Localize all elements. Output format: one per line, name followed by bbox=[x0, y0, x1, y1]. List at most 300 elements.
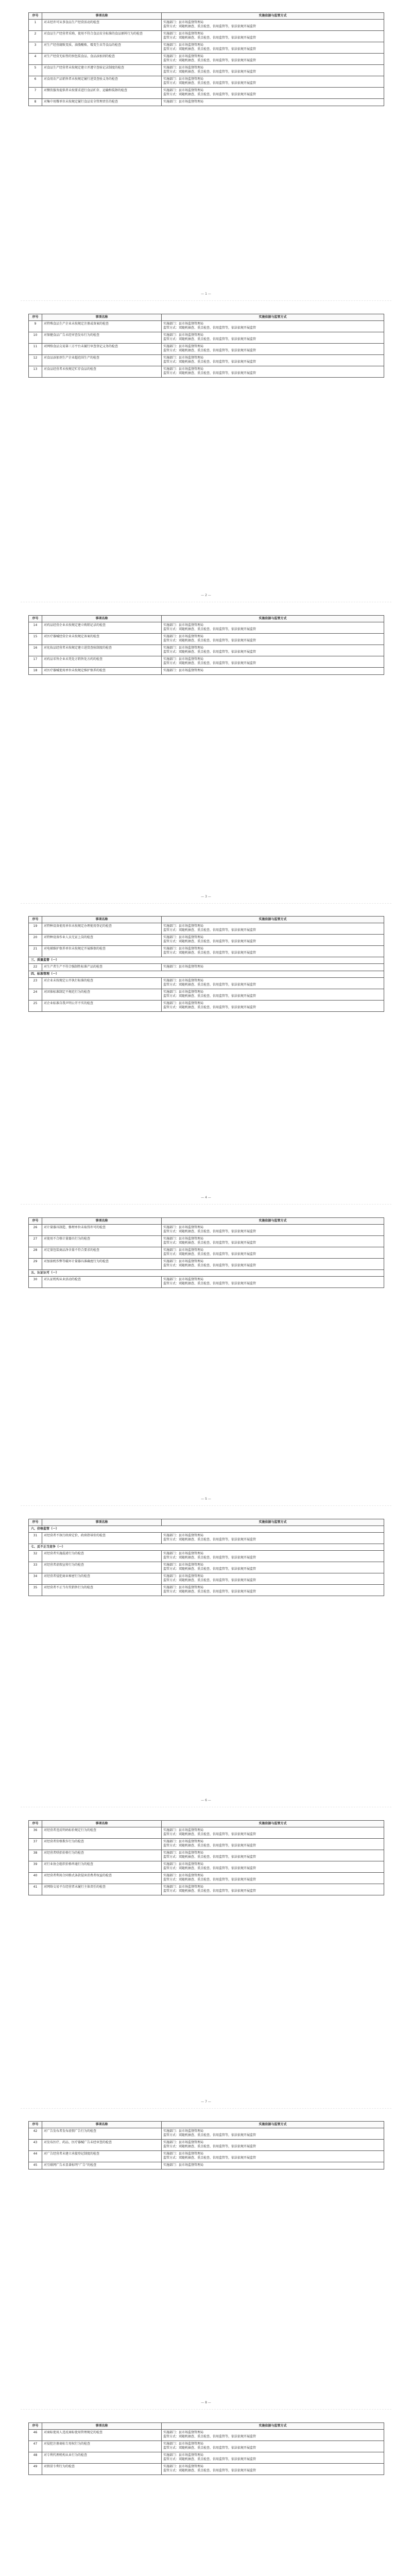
page-number: — 3 — bbox=[201, 895, 211, 899]
row-number: 2 bbox=[29, 31, 42, 42]
regulation-table bbox=[28, 615, 384, 675]
row-number: 47 bbox=[29, 2441, 42, 2452]
row-item-name: 对侵犯注册商标专用权行为的检查 bbox=[42, 2441, 162, 2452]
row-number: 19 bbox=[29, 923, 42, 935]
page-separator bbox=[21, 2409, 391, 2410]
table-row bbox=[29, 668, 384, 675]
basis-department: 实施部门：县市场监督管理局 bbox=[163, 43, 204, 47]
row-basis bbox=[162, 2140, 384, 2151]
basis-method: 监管方式：双随机抽查、重点检查、信用监管等，依法依规开展监管 bbox=[163, 2145, 256, 2148]
row-number: 30 bbox=[29, 1277, 42, 1288]
basis-method: 监管方式：双随机抽查、重点检查、信用监管等，依法依规开展监管 bbox=[163, 59, 256, 62]
header-basis: 实施依据与监管方式 bbox=[162, 616, 384, 622]
row-item-name: 对使用不合格计量器具行为的检查 bbox=[42, 1236, 162, 1247]
table-row bbox=[29, 946, 384, 957]
row-basis bbox=[162, 668, 384, 675]
row-number: 45 bbox=[29, 2162, 42, 2170]
table-row bbox=[29, 2452, 384, 2464]
basis-department: 实施部门：县市场监督管理局 bbox=[163, 2453, 204, 2457]
row-basis bbox=[162, 1277, 384, 1288]
basis-method: 监管方式：双随机抽查、重点检查、信用监管等，依法依规开展监管 bbox=[163, 951, 256, 955]
row-number: 12 bbox=[29, 355, 42, 366]
header-name: 事项名称 bbox=[42, 917, 162, 923]
row-item-name: 对定量包装商品净含量不符合要求的检查 bbox=[42, 1247, 162, 1259]
row-item-name: 对电梯维护保养单位未按规定开展维保的检查 bbox=[42, 946, 162, 957]
table-row bbox=[29, 88, 384, 99]
doc-page bbox=[0, 1808, 412, 2109]
doc-page bbox=[0, 2410, 412, 2576]
basis-method: 监管方式：双随机抽查、重点检查、信用监管等，依法依规开展监管 bbox=[163, 1006, 256, 1009]
basis-method: 监管方式：双随机抽查、重点检查、信用监管等，依法依规开展监管 bbox=[163, 2458, 256, 2461]
regulation-table bbox=[28, 314, 384, 378]
header-basis: 实施依据与监管方式 bbox=[162, 1519, 384, 1526]
row-number: 42 bbox=[29, 2128, 42, 2140]
row-item-name: 对网络食品交易第三方平台未履行审查登记义务的检查 bbox=[42, 344, 162, 355]
row-basis bbox=[162, 1827, 384, 1839]
row-item-name: 对保健食品广告未经审查发布行为的检查 bbox=[42, 332, 162, 344]
row-item-name: 对经营者利用合同格式条款侵害消费者权益的检查 bbox=[42, 1873, 162, 1884]
row-number: 11 bbox=[29, 344, 42, 355]
row-item-name: 对专利代理机构从业行为的检查 bbox=[42, 2452, 162, 2464]
row-item-name: 对特种设备作业人员无证上岗的检查 bbox=[42, 935, 162, 946]
row-number: 8 bbox=[29, 99, 42, 106]
basis-department: 实施部门：县市场监督管理局 bbox=[163, 936, 204, 939]
table-row bbox=[29, 1277, 384, 1288]
table-row bbox=[29, 1827, 384, 1839]
row-item-name: 对未经许可从事食品生产经营活动的检查 bbox=[42, 20, 162, 31]
basis-method: 监管方式：双随机抽查、重点检查、信用监管等，依法依规开展监管 bbox=[163, 1590, 256, 1594]
basis-department: 实施部门：县市场监督管理局 bbox=[163, 66, 204, 70]
basis-method: 监管方式：双随机抽查、重点检查、信用监管等，依法依规开展监管 bbox=[163, 1889, 256, 1893]
row-number: 1 bbox=[29, 20, 42, 31]
row-item-name: 对经营者实施混淆行为的检查 bbox=[42, 1551, 162, 1562]
table-header-row bbox=[29, 917, 384, 923]
table-row bbox=[29, 332, 384, 344]
table-row bbox=[29, 355, 384, 366]
row-number: 7 bbox=[29, 88, 42, 99]
table-row bbox=[29, 634, 384, 645]
basis-method: 监管方式：双随机抽查、重点检查、信用监管等，依法依规开展监管 bbox=[163, 1230, 256, 1233]
row-basis bbox=[162, 622, 384, 634]
row-basis bbox=[162, 1551, 384, 1562]
basis-method: 监管方式：双随机抽查、重点检查、信用监管等，依法依规开展监管 bbox=[163, 1855, 256, 1859]
basis-department: 实施部门：县市场监督管理局 bbox=[163, 2465, 204, 2468]
row-number: 37 bbox=[29, 1839, 42, 1850]
table-row bbox=[29, 1839, 384, 1850]
table-row bbox=[29, 42, 384, 54]
row-item-name: 对药品经营企业未按规定建立购销记录的检查 bbox=[42, 622, 162, 634]
basis-method: 监管方式：双随机抽查、重点检查、信用监管等，依法依规开展监管 bbox=[163, 1878, 256, 1882]
row-number: 28 bbox=[29, 1247, 42, 1259]
row-number: 34 bbox=[29, 1573, 42, 1585]
table-row bbox=[29, 76, 384, 88]
row-item-name: 对经营者价格欺诈行为的检查 bbox=[42, 1839, 162, 1850]
table-row bbox=[29, 656, 384, 668]
basis-department: 实施部门：县市场监督管理局 bbox=[163, 1278, 204, 1281]
row-basis bbox=[162, 1873, 384, 1884]
row-basis bbox=[162, 1850, 384, 1861]
basis-method: 监管方式：双随机抽查、重点检查、信用监管等，依法依规开展监管 bbox=[163, 2469, 256, 2472]
row-item-name: 对经营者违反明码标价规定行为的检查 bbox=[42, 1827, 162, 1839]
row-number: 26 bbox=[29, 1225, 42, 1236]
basis-department: 实施部门：县市场监督管理局 bbox=[163, 100, 204, 104]
row-item-name: 对食用农产品销售者未按规定履行进货查验义务的检查 bbox=[42, 76, 162, 88]
row-basis bbox=[162, 332, 384, 344]
basis-department: 实施部门：县市场监督管理局 bbox=[163, 21, 204, 24]
table-row bbox=[29, 344, 384, 355]
basis-method: 监管方式：双随机抽查、重点检查、信用监管等，依法依规开展监管 bbox=[163, 639, 256, 642]
header-name: 事项名称 bbox=[42, 1218, 162, 1225]
basis-method: 监管方式：双随机抽查、重点检查、信用监管等，依法依规开展监管 bbox=[163, 2133, 256, 2137]
basis-department: 实施部门：县市场监督管理局 bbox=[163, 1002, 204, 1005]
basis-method: 监管方式：双随机抽查、重点检查、信用监管等，依法依规开展监管 bbox=[163, 650, 256, 654]
basis-department: 实施部门：县市场监督管理局 bbox=[163, 55, 204, 58]
section-row bbox=[29, 1544, 384, 1551]
section-title: 七、反不正当竞争（一） bbox=[29, 1544, 384, 1551]
basis-department: 实施部门：县市场监督管理局 bbox=[163, 1574, 204, 1578]
section-row bbox=[29, 1270, 384, 1277]
page-separator bbox=[21, 1204, 391, 1205]
doc-page bbox=[0, 904, 412, 1205]
basis-method: 监管方式：双随机抽查、重点检查、信用监管等，依法依规开展监管 bbox=[163, 1538, 256, 1541]
page-number: — 7 — bbox=[201, 2100, 211, 2104]
row-number: 38 bbox=[29, 1850, 42, 1861]
row-number: 4 bbox=[29, 54, 42, 65]
page-number: — 1 — bbox=[201, 292, 211, 296]
row-number: 6 bbox=[29, 76, 42, 88]
basis-department: 实施部门：县市场监督管理局 bbox=[163, 1237, 204, 1241]
row-item-name: 对医疗器械经营企业未按规定备案的检查 bbox=[42, 634, 162, 645]
basis-method: 监管方式：双随机抽查、重点检查、信用监管等，依法依规开展监管 bbox=[163, 940, 256, 943]
row-basis bbox=[162, 989, 384, 1001]
page-separator bbox=[21, 1505, 391, 1506]
basis-department: 实施部门：县市场监督管理局 bbox=[163, 1552, 204, 1555]
basis-department: 实施部门：县市场监督管理局 bbox=[163, 1828, 204, 1832]
row-number: 16 bbox=[29, 645, 42, 656]
row-number: 48 bbox=[29, 2452, 42, 2464]
section-row bbox=[29, 957, 384, 964]
header-no: 序号 bbox=[29, 917, 42, 923]
table-row bbox=[29, 1873, 384, 1884]
table-row bbox=[29, 923, 384, 935]
row-basis bbox=[162, 1861, 384, 1873]
row-basis bbox=[162, 645, 384, 656]
basis-department: 实施部门：县市场监督管理局 bbox=[163, 2431, 204, 2434]
basis-department: 实施部门：县市场监督管理局 bbox=[163, 2442, 204, 2446]
row-item-name: 对食品添加剂生产企业超范围生产的检查 bbox=[42, 355, 162, 366]
table-row bbox=[29, 1259, 384, 1270]
table-row bbox=[29, 1850, 384, 1861]
page-number: — 8 — bbox=[201, 2401, 211, 2404]
table-row bbox=[29, 2140, 384, 2151]
row-item-name: 对广告经营者未建立承接登记制度的检查 bbox=[42, 2151, 162, 2162]
basis-department: 实施部门：县市场监督管理局 bbox=[163, 2152, 204, 2156]
row-item-name: 对经营者侵犯商业秘密行为的检查 bbox=[42, 1573, 162, 1585]
header-no: 序号 bbox=[29, 616, 42, 622]
header-no: 序号 bbox=[29, 1218, 42, 1225]
basis-method: 监管方式：双随机抽查、重点检查、信用监管等，依法依规开展监管 bbox=[163, 371, 256, 375]
row-number: 41 bbox=[29, 1884, 42, 1895]
basis-department: 实施部门：县市场监督管理局 bbox=[163, 1563, 204, 1567]
basis-department: 实施部门：县市场监督管理局 bbox=[163, 1248, 204, 1252]
row-item-name: 对行业协会组织价格串通行为的检查 bbox=[42, 1861, 162, 1873]
row-number: 33 bbox=[29, 1562, 42, 1573]
row-item-name: 对集中用餐单位未按规定履行食品安全管理责任的检查 bbox=[42, 99, 162, 106]
section-title: 五、认证认可（一） bbox=[29, 1270, 384, 1277]
row-item-name: 对餐饮服务提供者未按要求进行食品贮存、运输和装卸的检查 bbox=[42, 88, 162, 99]
table-row bbox=[29, 1585, 384, 1596]
table-row bbox=[29, 2128, 384, 2140]
row-number: 49 bbox=[29, 2464, 42, 2475]
table-header-row bbox=[29, 616, 384, 622]
section-title: 六、价格监管（一） bbox=[29, 1526, 384, 1533]
row-basis bbox=[162, 99, 384, 106]
row-basis bbox=[162, 634, 384, 645]
row-number: 17 bbox=[29, 656, 42, 668]
row-basis bbox=[162, 344, 384, 355]
row-item-name: 对企业标准自我声明公开不实的检查 bbox=[42, 1001, 162, 1012]
basis-method: 监管方式：双随机抽查、重点检查、信用监管等，依法依规开展监管 bbox=[163, 2435, 256, 2438]
row-number: 35 bbox=[29, 1585, 42, 1596]
regulation-table bbox=[28, 2121, 384, 2170]
header-no: 序号 bbox=[29, 1519, 42, 1526]
table-row bbox=[29, 1001, 384, 1012]
table-row bbox=[29, 366, 384, 378]
row-basis bbox=[162, 1225, 384, 1236]
basis-department: 实施部门：县市场监督管理局 bbox=[163, 1840, 204, 1843]
row-item-name: 对经营者不执行政府定价、政府指导价的检查 bbox=[42, 1533, 162, 1544]
row-basis bbox=[162, 321, 384, 332]
regulation-table bbox=[28, 12, 384, 106]
table-row bbox=[29, 1551, 384, 1562]
row-basis bbox=[162, 2162, 384, 2170]
row-number: 27 bbox=[29, 1236, 42, 1247]
basis-method: 监管方式：双随机抽查、重点检查、信用监管等，依法依规开展监管 bbox=[163, 983, 256, 987]
basis-method: 监管方式：双随机抽查、重点检查、信用监管等，依法依规开展监管 bbox=[163, 337, 256, 341]
basis-department: 实施部门：县市场监督管理局 bbox=[163, 1534, 204, 1537]
row-item-name: 对经营者哄抬价格行为的检查 bbox=[42, 1850, 162, 1861]
row-basis bbox=[162, 1236, 384, 1247]
row-item-name: 对生产经营腐败变质、油脂酸败、霉变生虫等食品的检查 bbox=[42, 42, 162, 54]
regulation-table bbox=[28, 1519, 384, 1596]
row-item-name: 对经营者虚假宣传行为的检查 bbox=[42, 1562, 162, 1573]
table-row bbox=[29, 1861, 384, 1873]
header-name: 事项名称 bbox=[42, 1519, 162, 1526]
row-item-name: 对互联网广告未显著标明“广告”的检查 bbox=[42, 2162, 162, 2170]
row-basis bbox=[162, 978, 384, 989]
row-number: 15 bbox=[29, 634, 42, 645]
page-number: — 4 — bbox=[201, 1196, 211, 1199]
row-basis bbox=[162, 964, 384, 971]
basis-method: 监管方式：双随机抽查、重点检查、信用监管等，依法依规开展监管 bbox=[163, 81, 256, 85]
basis-method: 监管方式：双随机抽查、重点检查、信用监管等，依法依规开展监管 bbox=[163, 1833, 256, 1836]
basis-method: 监管方式：双随机抽查、重点检查、信用监管等，依法依规开展监管 bbox=[163, 1844, 256, 1848]
row-item-name: 对食品生产经营者未按规定建立并遵守查验记录制度的检查 bbox=[42, 65, 162, 76]
basis-department: 实施部门：县市场监督管理局 bbox=[163, 356, 204, 360]
table-row bbox=[29, 31, 384, 42]
table-header-row bbox=[29, 1218, 384, 1225]
table-header-row bbox=[29, 2122, 384, 2128]
row-item-name: 对团体标准制定不规范行为的检查 bbox=[42, 989, 162, 1001]
row-basis bbox=[162, 20, 384, 31]
header-no: 序号 bbox=[29, 13, 42, 20]
row-item-name: 对药品零售企业未凭处方销售处方药的检查 bbox=[42, 656, 162, 668]
header-no: 序号 bbox=[29, 2423, 42, 2430]
row-number: 44 bbox=[29, 2151, 42, 2162]
row-number: 9 bbox=[29, 321, 42, 332]
regulation-table bbox=[28, 1820, 384, 1895]
header-name: 事项名称 bbox=[42, 2122, 162, 2128]
header-basis: 实施依据与监管方式 bbox=[162, 314, 384, 321]
table-row bbox=[29, 2430, 384, 2441]
regulation-table bbox=[28, 1217, 384, 1288]
row-basis bbox=[162, 923, 384, 935]
row-item-name: 对计量器具制造、修理单位未取得许可的检查 bbox=[42, 1225, 162, 1236]
regulation-table bbox=[28, 2422, 384, 2475]
header-basis: 实施依据与监管方式 bbox=[162, 2122, 384, 2128]
header-basis: 实施依据与监管方式 bbox=[162, 2423, 384, 2430]
row-item-name: 对广告发布者发布虚假广告行为的检查 bbox=[42, 2128, 162, 2140]
basis-method: 监管方式：双随机抽查、重点检查、信用监管等，依法依规开展监管 bbox=[163, 1252, 256, 1256]
basis-department: 实施部门：县市场监督管理局 bbox=[163, 623, 204, 627]
table-header-row bbox=[29, 13, 384, 20]
basis-department: 实施部门：县市场监督管理局 bbox=[163, 1226, 204, 1229]
basis-department: 实施部门：县市场监督管理局 bbox=[163, 965, 204, 969]
basis-department: 实施部门：县市场监督管理局 bbox=[163, 367, 204, 371]
doc-page bbox=[0, 0, 412, 301]
basis-department: 实施部门：县市场监督管理局 bbox=[163, 333, 204, 337]
table-row bbox=[29, 99, 384, 106]
row-item-name: 对网络交易平台经营者未履行主体责任的检查 bbox=[42, 1884, 162, 1895]
row-item-name: 对加油机作弊等破坏计量器具准确度行为的检查 bbox=[42, 1259, 162, 1270]
doc-page bbox=[0, 301, 412, 603]
basis-department: 实施部门：县市场监督管理局 bbox=[163, 2141, 204, 2144]
page-number: — 2 — bbox=[201, 594, 211, 597]
basis-department: 实施部门：县市场监督管理局 bbox=[163, 1851, 204, 1855]
row-basis bbox=[162, 656, 384, 668]
table-row bbox=[29, 964, 384, 971]
table-row bbox=[29, 989, 384, 1001]
basis-department: 实施部门：县市场监督管理局 bbox=[163, 924, 204, 928]
table-row bbox=[29, 645, 384, 656]
basis-department: 实施部门：县市场监督管理局 bbox=[163, 1586, 204, 1589]
row-item-name: 对商标使用人违反商标使用管理规定的检查 bbox=[42, 2430, 162, 2441]
basis-department: 实施部门：县市场监督管理局 bbox=[163, 322, 204, 326]
basis-method: 监管方式：双随机抽查、重点检查、信用监管等，依法依规开展监管 bbox=[163, 70, 256, 74]
table-row bbox=[29, 622, 384, 634]
table-header-row bbox=[29, 314, 384, 321]
table-row bbox=[29, 65, 384, 76]
doc-page bbox=[0, 1205, 412, 1506]
row-basis bbox=[162, 1001, 384, 1012]
doc-page bbox=[0, 603, 412, 904]
row-basis bbox=[162, 88, 384, 99]
row-basis bbox=[162, 946, 384, 957]
row-number: 21 bbox=[29, 946, 42, 957]
table-row bbox=[29, 2151, 384, 2162]
basis-department: 实施部门：县市场监督管理局 bbox=[163, 635, 204, 638]
row-number: 24 bbox=[29, 989, 42, 1001]
table-row bbox=[29, 978, 384, 989]
basis-department: 实施部门：县市场监督管理局 bbox=[163, 646, 204, 650]
row-item-name: 对医疗器械使用单位未按规定维护保养的检查 bbox=[42, 668, 162, 675]
doc-page bbox=[0, 1506, 412, 1808]
table-row bbox=[29, 935, 384, 946]
basis-method: 监管方式：双随机抽查、重点检查、信用监管等，依法依规开展监管 bbox=[163, 93, 256, 96]
basis-method: 监管方式：双随机抽查、重点检查、信用监管等，依法依规开展监管 bbox=[163, 1867, 256, 1870]
table-row bbox=[29, 2464, 384, 2475]
table-row bbox=[29, 1884, 384, 1895]
row-item-name: 对生产经营无标签的预包装食品、食品添加剂的检查 bbox=[42, 54, 162, 65]
row-basis bbox=[162, 355, 384, 366]
row-number: 25 bbox=[29, 1001, 42, 1012]
header-basis: 实施依据与监管方式 bbox=[162, 1218, 384, 1225]
basis-department: 实施部门：县市场监督管理局 bbox=[163, 32, 204, 36]
row-number: 3 bbox=[29, 42, 42, 54]
basis-department: 实施部门：县市场监督管理局 bbox=[163, 89, 204, 92]
basis-method: 监管方式：双随机抽查、重点检查、信用监管等，依法依规开展监管 bbox=[163, 2156, 256, 2160]
row-number: 39 bbox=[29, 1861, 42, 1873]
basis-department: 实施部门：县市场监督管理局 bbox=[163, 979, 204, 982]
row-item-name: 对生产者生产不符合强制性标准产品的检查 bbox=[42, 964, 162, 971]
table-row bbox=[29, 54, 384, 65]
header-name: 事项名称 bbox=[42, 13, 162, 20]
basis-method: 监管方式：双随机抽查、重点检查、信用监管等，依法依规开展监管 bbox=[163, 349, 256, 352]
row-number: 14 bbox=[29, 622, 42, 634]
row-item-name: 对化妆品经营者未按规定建立进货查验制度的检查 bbox=[42, 645, 162, 656]
header-name: 事项名称 bbox=[42, 2423, 162, 2430]
basis-method: 监管方式：双随机抽查、重点检查、信用监管等，依法依规开展监管 bbox=[163, 36, 256, 40]
row-basis bbox=[162, 1839, 384, 1850]
page-number: — 5 — bbox=[201, 1497, 211, 1501]
row-basis bbox=[162, 1884, 384, 1895]
row-number: 5 bbox=[29, 65, 42, 76]
basis-department: 实施部门：县市场监督管理局 bbox=[163, 669, 204, 672]
row-basis bbox=[162, 1247, 384, 1259]
table-row bbox=[29, 1573, 384, 1585]
row-basis bbox=[162, 2441, 384, 2452]
row-basis bbox=[162, 42, 384, 54]
header-name: 事项名称 bbox=[42, 1821, 162, 1827]
header-basis: 实施依据与监管方式 bbox=[162, 13, 384, 20]
basis-method: 监管方式：双随机抽查、重点检查、信用监管等，依法依规开展监管 bbox=[163, 47, 256, 51]
table-row bbox=[29, 2441, 384, 2452]
row-basis bbox=[162, 2464, 384, 2475]
basis-department: 实施部门：县市场监督管理局 bbox=[163, 657, 204, 661]
row-basis bbox=[162, 1585, 384, 1596]
row-number: 32 bbox=[29, 1551, 42, 1562]
row-number: 29 bbox=[29, 1259, 42, 1270]
row-number: 46 bbox=[29, 2430, 42, 2441]
basis-method: 监管方式：双随机抽查、重点检查、信用监管等，依法依规开展监管 bbox=[163, 360, 256, 364]
header-name: 事项名称 bbox=[42, 616, 162, 622]
row-number: 31 bbox=[29, 1533, 42, 1544]
basis-method: 监管方式：双随机抽查、重点检查、信用监管等，依法依规开展监管 bbox=[163, 1567, 256, 1571]
basis-method: 监管方式：双随机抽查、重点检查、信用监管等，依法依规开展监管 bbox=[163, 1556, 256, 1560]
row-item-name: 对经营者不正当有奖销售行为的检查 bbox=[42, 1585, 162, 1596]
section-row bbox=[29, 1526, 384, 1533]
basis-department: 实施部门：县市场监督管理局 bbox=[163, 2129, 204, 2133]
basis-method: 监管方式：双随机抽查、重点检查、信用监管等，依法依规开展监管 bbox=[163, 662, 256, 665]
row-item-name: 对食品生产经营者采购、使用不符合食品安全标准的食品原料行为的检查 bbox=[42, 31, 162, 42]
basis-department: 实施部门：县市场监督管理局 bbox=[163, 990, 204, 994]
row-basis bbox=[162, 31, 384, 42]
section-row bbox=[29, 971, 384, 978]
row-number: 36 bbox=[29, 1827, 42, 1839]
basis-method: 监管方式：双随机抽查、重点检查、信用监管等，依法依规开展监管 bbox=[163, 628, 256, 631]
basis-method: 监管方式：双随机抽查、重点检查、信用监管等，依法依规开展监管 bbox=[163, 1579, 256, 1582]
row-number: 23 bbox=[29, 978, 42, 989]
